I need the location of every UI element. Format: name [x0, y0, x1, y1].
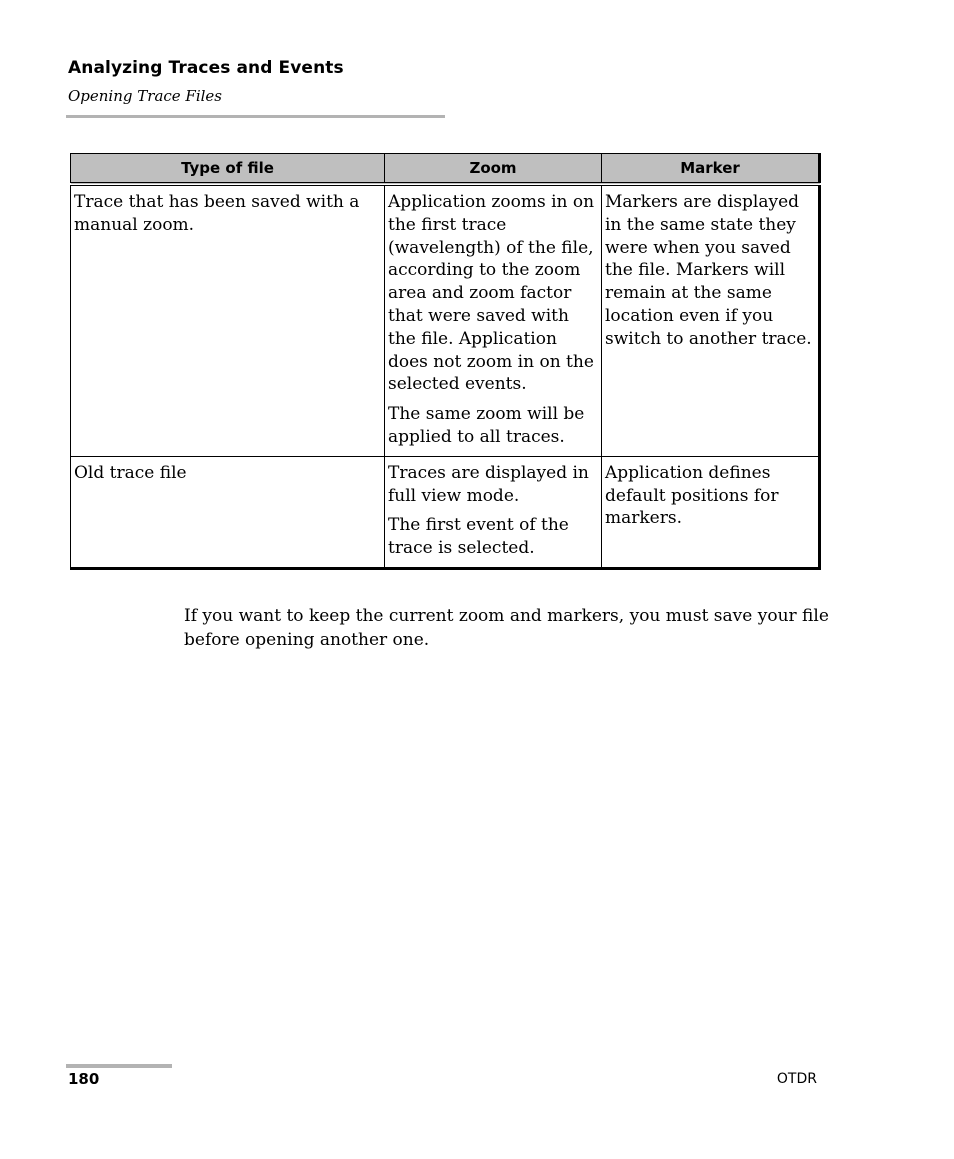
column-header-type: Type of file: [71, 154, 385, 185]
cell-type: Old trace file: [71, 456, 385, 568]
cell-marker: Application defines default positions for markers.: [602, 456, 820, 568]
cell-zoom: Application zooms in on the first trace (wavelength) of the file, according to the zoom area and zoom factor that were saved with the file. Application does not zoom in on the selected events. The same zoom will be applied to all traces.: [385, 184, 602, 456]
footer-divider: [66, 1064, 172, 1068]
cell-marker: Markers are displayed in the same state they were when you saved the file. Markers will remain at the same location even if you switch to another trace.: [602, 184, 820, 456]
section-subtitle: Opening Trace Files: [68, 87, 223, 105]
note-paragraph: If you want to keep the current zoom and markers, you must save your file before opening another one.: [184, 606, 829, 650]
product-name: OTDR: [776, 1071, 817, 1087]
table-row: [71, 456, 820, 568]
section-title: Analyzing Traces and Events: [68, 58, 344, 78]
header-divider: [66, 115, 445, 118]
table-header-row: [71, 154, 820, 185]
column-header-zoom: Zoom: [385, 154, 602, 185]
cell-type: Trace that has been saved with a manual zoom.: [71, 184, 385, 456]
trace-file-table: [70, 153, 821, 570]
table-row: [71, 184, 820, 456]
page-number: 180: [68, 1070, 100, 1088]
cell-zoom: Traces are displayed in full view mode. The first event of the trace is selected.: [385, 456, 602, 568]
column-header-marker: Marker: [602, 154, 820, 185]
